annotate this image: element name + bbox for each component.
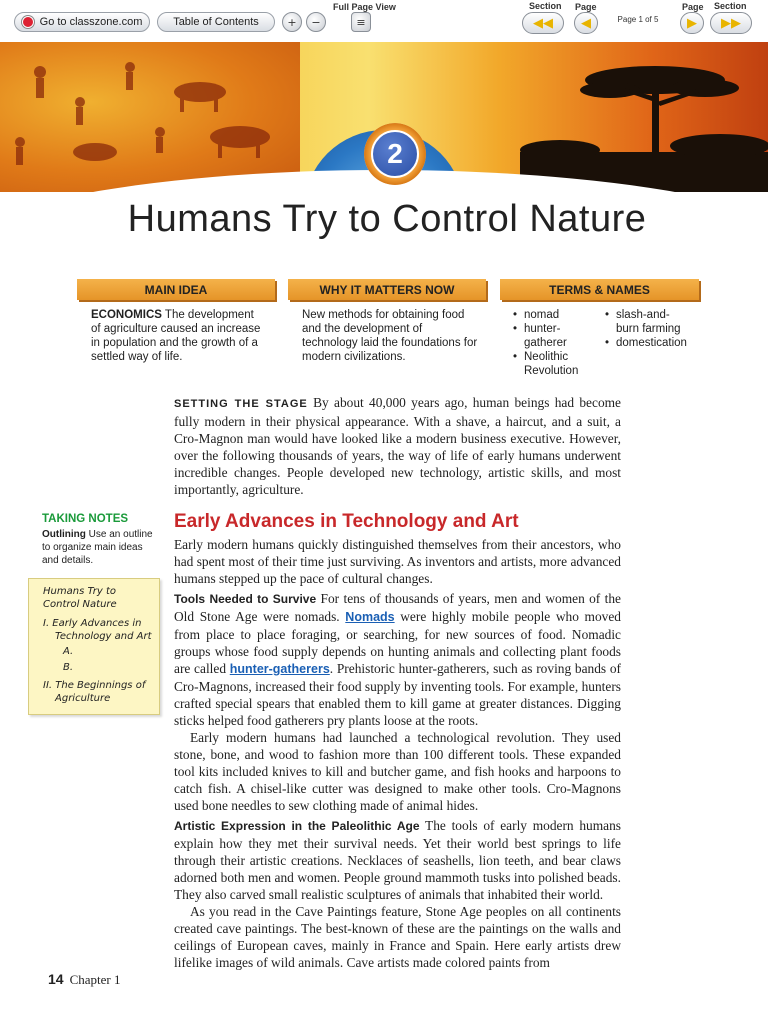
chapter-label: Chapter 1 <box>69 972 121 987</box>
full-page-view-icon[interactable]: ≡ <box>351 12 371 32</box>
toc-label: Table of Contents <box>173 16 259 28</box>
term-item: • hunter-gatherer <box>510 322 576 350</box>
terms-names-header: TERMS & NAMES <box>500 279 699 300</box>
tools-lead: Tools Needed to Survive <box>174 592 317 606</box>
page-label-left: Page <box>575 2 597 12</box>
setting-stage-text: By about 40,000 years ago, human beings had become fully modern in their physical appearance. With a shave, a haircut, and a suit, a Cro-Magnon man would have looked like a modern business executive. However, over the following thousands of years, the way of life of early humans underwent incredible changes. People developed new technology, artistic skills, and most importantly, agriculture. <box>174 395 621 497</box>
double-right-arrow-icon: ▶▶ <box>721 15 741 31</box>
outlining-instructions: Use an outline to organize main ideas and details. <box>42 529 153 566</box>
classzone-label: Go to classzone.com <box>39 16 143 28</box>
taking-notes-heading: TAKING NOTES <box>42 513 129 525</box>
table-of-contents-button[interactable] <box>157 12 275 32</box>
section-body <box>174 536 621 971</box>
page-footer <box>48 971 120 988</box>
outline-item2-line1: II. The Beginnings of <box>43 680 146 691</box>
term-item: • nomad <box>510 308 595 322</box>
terms-list-2 <box>602 308 698 350</box>
chapter-number: 2 <box>371 130 419 178</box>
double-left-arrow-icon: ◀◀ <box>533 15 553 31</box>
classzone-button[interactable] <box>14 12 150 32</box>
section-label-left: Section <box>529 1 562 11</box>
term-link-nomads[interactable]: Nomads <box>345 610 395 624</box>
main-idea-header: MAIN IDEA <box>77 279 275 300</box>
page-label-right: Page <box>682 2 704 12</box>
outline-title-line2: Control Nature <box>43 599 117 610</box>
terms-list-1 <box>510 308 595 378</box>
section-heading: Early Advances in Technology and Art <box>174 511 519 532</box>
outline-sub-a: A. <box>63 646 74 657</box>
main-idea-body: The development of agriculture caused an increase in population and the growth of a settled way of life. <box>91 309 261 363</box>
why-it-matters-text: New methods for obtaining food and the development of technology laid the foundations for modern civilizations. <box>302 309 478 363</box>
outline-item2-line2: Agriculture <box>55 693 111 704</box>
full-page-view-label: Full Page View <box>333 2 396 12</box>
outline-item1-line2: Technology and Art <box>55 631 152 642</box>
art-lead: Artistic Expression in the Paleolithic Age <box>174 819 420 833</box>
outline-title-line1: Humans Try to <box>43 586 117 597</box>
term-item: • domestication <box>602 336 698 350</box>
main-idea-lead: ECONOMICS <box>91 309 162 321</box>
toolbar <box>0 0 768 42</box>
intro-paragraph: Early modern humans quickly distinguished themselves from their ancestors, who had spent most of their time just surviving. As inventors and artists, more advanced humans stepped up the pace of cultural changes. <box>174 537 621 586</box>
right-arrow-icon: ▶ <box>687 15 697 31</box>
previous-section-button[interactable] <box>522 12 564 34</box>
zoom-out-icon[interactable]: − <box>306 12 326 32</box>
main-idea-text <box>91 308 266 364</box>
outline-item1-line1: I. Early Advances in <box>43 618 142 629</box>
chapter-number-badge <box>364 123 426 185</box>
taking-notes-text <box>42 528 157 567</box>
page-indicator: Page 1 of 5 <box>617 15 659 24</box>
next-page-button[interactable] <box>680 12 704 34</box>
outline-sub-b: B. <box>63 662 74 673</box>
setting-stage-lead: SETTING THE STAGE <box>174 398 308 410</box>
outline-note <box>28 578 160 715</box>
next-section-button[interactable] <box>710 12 752 34</box>
term-item: • Neolithic Revolution <box>510 350 584 378</box>
setting-the-stage-paragraph <box>174 394 621 498</box>
page-number: 14 <box>48 971 64 987</box>
tools-paragraph: Tools Needed to Survive For tens of thousands of years, men and women of the Old Stone Age were nomads. Nomads were highly mobile people who moved from place to place foraging, or searching, for new sources of food. Nomadic groups whose food supply depends on hunting animals and collecting plant foods are called hunter-gatherers. Prehistoric hunter-gatherers, such as roving bands of Cro-Magnons, increased their food supply by inventing tools. For example, hunters crafted special spears that enabled them to kill game at greater distances. Digging sticks helped food gatherers pry plants loose at the roots. <box>174 591 621 728</box>
art-paragraph: Artistic Expression in the Paleolithic Age The tools of early modern humans explain how they met their survival needs. Yet their world best springs to life through their artistic creations. Necklaces of seashells, lion teeth, and bear claws adorned both men and women. People ground mammoth tusks into polished beads. They also carved small realistic sculptures of animals that inhabited their world. <box>174 818 622 902</box>
why-it-matters-header: WHY IT MATTERS NOW <box>288 279 486 300</box>
section-label-right: Section <box>714 1 747 11</box>
classzone-icon <box>22 16 34 28</box>
previous-page-button[interactable] <box>574 12 598 34</box>
page-title: Humans Try to Control Nature <box>127 198 647 240</box>
art-paragraph-2: As you read in the Cave Paintings feature, Stone Age peoples on all continents created cave paintings. The best-known of these are the paintings on the walls and ceilings of European caves, mainly in France and Spain. Here early artists drew lifelike images of wild animals. Cave artists made colored paints from <box>174 904 621 970</box>
term-link-hunter-gatherers[interactable]: hunter-gatherers <box>229 662 330 676</box>
outlining-lead: Outlining <box>42 529 86 540</box>
tools-paragraph-2: Early modern humans had launched a technological revolution. They used stone, bone, and wood to fashion more than 100 different tools. These expanded tool kits included knives to kill and butcher game, and fish hooks and harpoons to catch fish. A chisel-like cutter was designed to make other tools. Cro-Magnons used bone needles to sew clothing made of animal hides. <box>174 730 621 813</box>
term-item: • slash-and-burn farming <box>602 308 691 336</box>
zoom-in-icon[interactable]: + <box>282 12 302 32</box>
left-arrow-icon: ◀ <box>581 15 591 31</box>
